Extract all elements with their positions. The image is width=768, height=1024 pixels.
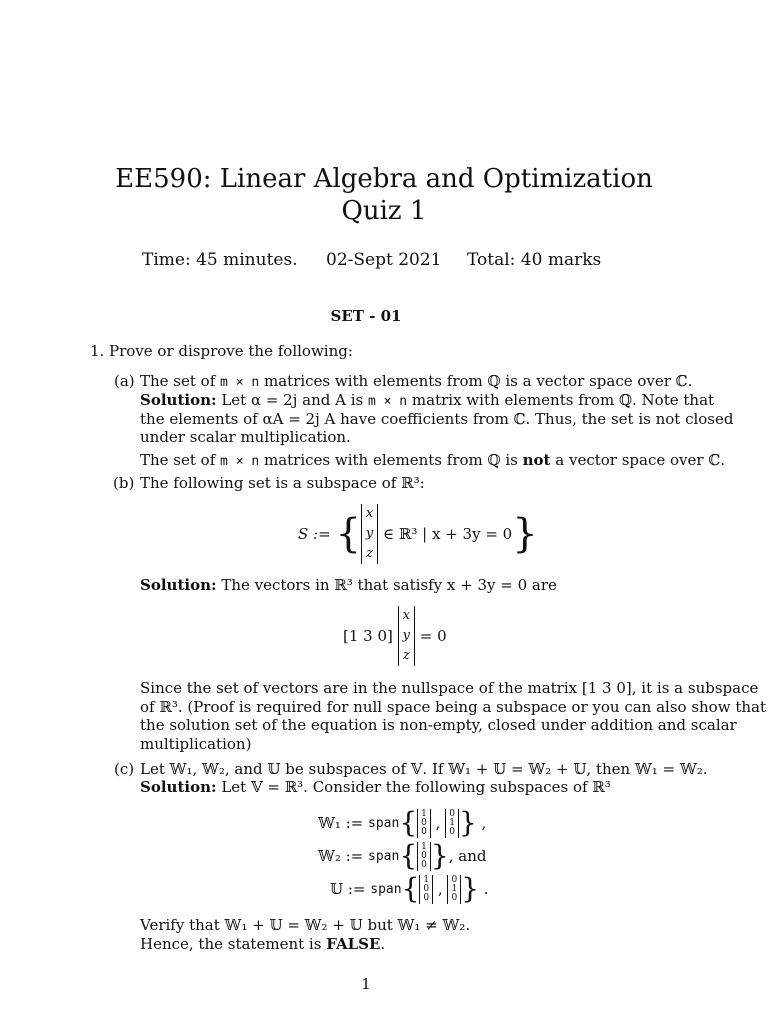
basis-vector: 0 1 0 (447, 875, 461, 904)
w1-definition: 𝕎₁ := span { 1 0 0 , 0 1 0 } , (318, 806, 487, 839)
w2-definition: 𝕎₂ := span { 1 0 0 } , and (318, 839, 487, 872)
basis-vector: 0 1 0 (445, 809, 459, 838)
page-subtitle: Quiz 1 (341, 196, 427, 226)
set-label: SET - 01 (330, 307, 402, 325)
part-c-solution: Solution: Let 𝕍 = ℝ³. Consider the following subspaces of ℝ³ (140, 778, 611, 796)
u-definition: 𝕌 := span { 1 0 0 , 0 1 0 } . (330, 872, 489, 905)
part-a-solution-line2: the elements of αA = 2j A have coefficients from ℂ. Thus, the set is not closed (140, 410, 734, 428)
conclusion-line: Hence, the statement is FALSE. (140, 935, 386, 953)
right-brace: } (512, 511, 538, 557)
left-brace: { (335, 511, 361, 557)
question-prompt: Prove or disprove the following: (109, 342, 353, 360)
part-b-para-line1: Since the set of vectors are in the nullspace of the matrix [1 3 0], it is a subspace (140, 679, 759, 697)
date-info: 02-Sept 2021 (326, 250, 442, 270)
part-a-label: (a) (114, 372, 135, 390)
column-vector: x y z (361, 504, 378, 564)
column-vector: x y z (398, 606, 415, 666)
part-b-statement: The following set is a subspace of ℝ³: (140, 474, 425, 492)
total-info: Total: 40 marks (467, 250, 602, 270)
part-a-solution-line3: under scalar multiplication. (140, 428, 351, 446)
basis-vector: 1 0 0 (419, 875, 433, 904)
basis-vector: 1 0 0 (417, 842, 431, 871)
part-b-para-line2: of ℝ³. (Proof is required for null space being a subspace or you can also show that (140, 698, 766, 716)
part-a-solution-line1: Solution: Let α = 2j and A is m × n matrix with elements from ℚ. Note that (140, 391, 715, 409)
question-number: 1. (90, 342, 105, 360)
part-b-para-line3: the solution set of the equation is non-empty, closed under addition and scalar (140, 716, 737, 734)
verify-line: Verify that 𝕎₁ + 𝕌 = 𝕎₂ + 𝕌 but 𝕎₁ ≠ 𝕎₂. (140, 916, 471, 934)
time-info: Time: 45 minutes. (142, 250, 298, 270)
set-definition: S := { x y z ∈ ℝ³ | x + 3y = 0 } (298, 504, 538, 564)
part-b-para-line4: multiplication) (140, 735, 252, 753)
part-a-statement: The set of m × n matrices with elements from ℚ is a vector space over ℂ. (140, 372, 693, 390)
part-c-label: (c) (114, 760, 135, 778)
part-b-label: (b) (113, 474, 135, 492)
part-c-statement: Let 𝕎₁, 𝕎₂, and 𝕌 be subspaces of 𝕍. If 𝕎₁ + 𝕌 = 𝕎₂ + 𝕌, then 𝕎₁ = 𝕎₂. (140, 760, 708, 778)
page-title: EE590: Linear Algebra and Optimization (115, 164, 653, 194)
nullspace-equation: [1 3 0] x y z = 0 (343, 606, 447, 666)
part-b-solution: Solution: The vectors in ℝ³ that satisfy x + 3y = 0 are (140, 576, 557, 594)
part-a-conclusion: The set of m × n matrices with elements from ℚ is not a vector space over ℂ. (140, 451, 726, 469)
page-number: 1 (361, 975, 371, 993)
basis-vector: 1 0 0 (417, 809, 431, 838)
row-vector: [1 3 0] (343, 627, 393, 645)
